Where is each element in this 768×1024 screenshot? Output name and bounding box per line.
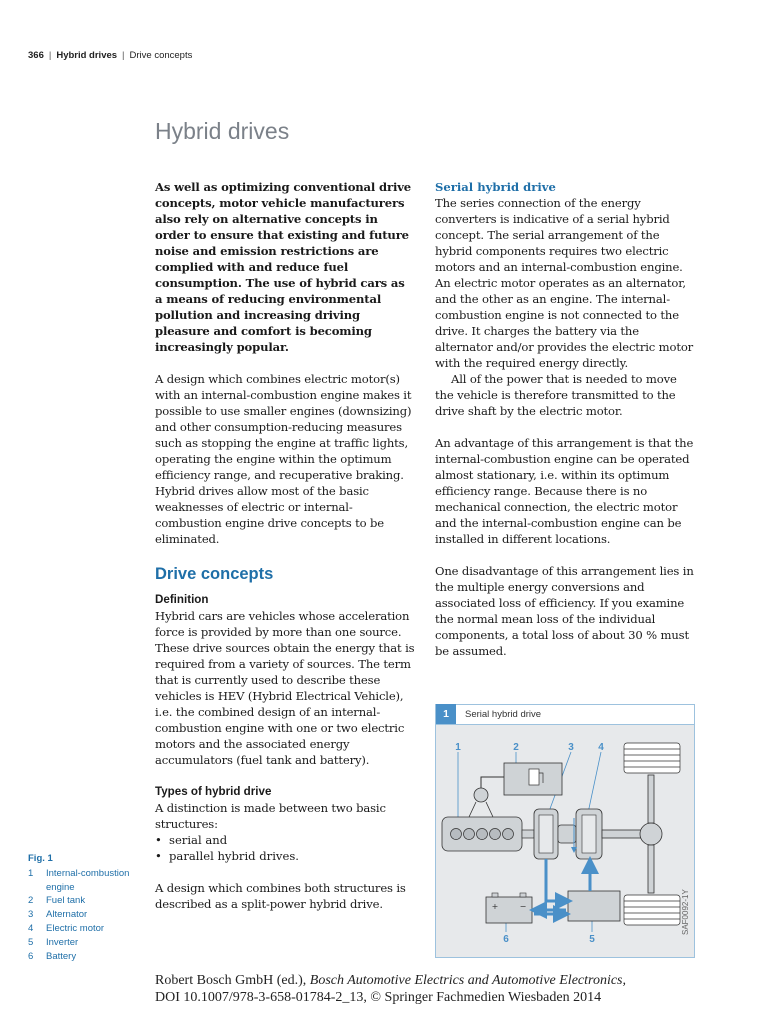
heading-drive-concepts: Drive concepts (155, 565, 274, 583)
figure-number: 1 (436, 704, 456, 724)
alternator (534, 809, 558, 859)
inverter (568, 891, 620, 921)
battery (486, 893, 532, 923)
legend-item: 5 Inverter (28, 936, 79, 948)
callout-5: 5 (589, 934, 595, 945)
callout-1: 1 (455, 742, 461, 753)
figure-header (436, 705, 694, 725)
serial-paragraph-1: The series connection of the energy converters is indicative of a serial hybrid concept. The serial arrangement of the hybrid components requires two electric motors and an internal-combustion engine. An electric motor operates as an alternator, and the other as an engine. The internal-combustion engine is not connected to the drive. It charges the battery via the alternator and/or provides the electric motor with the required energy directly. (435, 196, 694, 370)
callout-4: 4 (598, 742, 604, 753)
heading-serial-hybrid: Serial hybrid drive (435, 180, 556, 194)
drive-train (602, 775, 662, 893)
header-section: Hybrid drives (56, 50, 118, 61)
legend-item: 6 Battery (28, 950, 77, 962)
serial-paragraph-4: One disadvantage of this arrangement lies in the multiple energy conversions and associated loss of efficiency. If you examine the normal mean loss of the individual components, a total loss of about 30 % must be assumed. (435, 564, 694, 658)
running-header: 366 | Hybrid drives | Drive concepts (28, 50, 193, 61)
header-subsection: Drive concepts (129, 50, 193, 61)
left-column (155, 179, 415, 912)
page-number: 366 (28, 50, 44, 61)
serial-hybrid-diagram (436, 725, 694, 957)
types-end-paragraph: A design which combines both structures is described as a split-power hybrid drive. (155, 881, 406, 911)
legend-item: 2 Fuel tank (28, 895, 86, 907)
citation-footer (155, 972, 626, 1006)
combustion-engine (442, 817, 522, 851)
page-title: Hybrid drives (155, 118, 290, 144)
wheel-icon (624, 743, 680, 773)
intro-paragraph: A design which combines electric motor(s) with an internal-combustion engine makes it possible to use smaller engines (downsizing) and other consumption-reducing measures such as stopping the engine at traffic lights, operating the engine within the optimum efficiency range, and recuperative braking. Hybrid drives allow most of the basic weaknesses of electric or internal-combustion engine drive concepts to be eliminated. (155, 372, 412, 546)
figure-code: SAF0092-1Y (681, 889, 690, 935)
list-item: • serial and (155, 832, 415, 848)
lead-paragraph: As well as optimizing conventional drive concepts, motor vehicle manufacturers also rely on alternative concepts in order to ensure that existing and future noise and emission restrictions are complied with and reduce fuel consumption. The use of hybrid cars as a means of reducing environmental pollution and increasing driving pleasure and comfort is becoming increasingly popular. (155, 180, 412, 354)
definition-paragraph: Hybrid cars are vehicles whose acceleration force is provided by more than one source. These drive sources obtain the energy that is required from a variety of sources. The term that is currently used to describe these vehicles is HEV (Hybrid Electrical Vehicle), i.e. the combined design of an internal-combustion engine with one or two electric motors and the associated energy accumulators (fuel tank and battery). (155, 609, 415, 767)
legend-title: Fig. 1 (28, 853, 53, 864)
wheel-icon (624, 895, 680, 925)
serial-paragraph-2: All of the power that is needed to move the vehicle is therefore transmitted to the drive shaft by the electric motor. (435, 372, 677, 418)
fuel-tank (504, 763, 562, 795)
right-column (435, 179, 697, 659)
callout-3: 3 (568, 742, 574, 753)
figure-legend (28, 852, 146, 963)
serial-paragraph-3: An advantage of this arrangement is that the internal-combustion engine can be operated almost stationary, i.e. within its optimum efficiency range. Because there is no mechanical connection, the electric motor and the internal-combustion engine can be installed in different locations. (435, 436, 694, 546)
callout-6: 6 (503, 934, 509, 945)
types-intro: A distinction is made between two basic structures: (155, 801, 386, 831)
legend-item: 3 Alternator (28, 909, 88, 921)
footer-editor: Robert Bosch GmbH (ed.), (155, 973, 307, 988)
types-list (155, 832, 415, 864)
figure-serial-hybrid (435, 704, 695, 958)
legend-item: 4 Electric motor (28, 922, 105, 934)
footer-doi: DOI 10.1007/978-3-658-01784-2_13, © Springer Fachmedien Wiesbaden 2014 (155, 990, 602, 1005)
svg-text:−: − (519, 902, 527, 911)
figure-caption: Serial hybrid drive (465, 709, 542, 720)
heading-definition: Definition (155, 593, 209, 606)
callout-2: 2 (513, 742, 519, 753)
list-item: • parallel hybrid drives. (155, 848, 415, 864)
legend-item: 1 Internal-combustion engine (28, 867, 130, 893)
electric-motor (576, 809, 602, 859)
heading-types: Types of hybrid drive (155, 785, 272, 798)
fuel-pump-icon (474, 788, 488, 802)
svg-text:+: + (491, 902, 499, 911)
footer-book: Bosch Automotive Electrics and Automotive Electronics, (309, 973, 626, 988)
